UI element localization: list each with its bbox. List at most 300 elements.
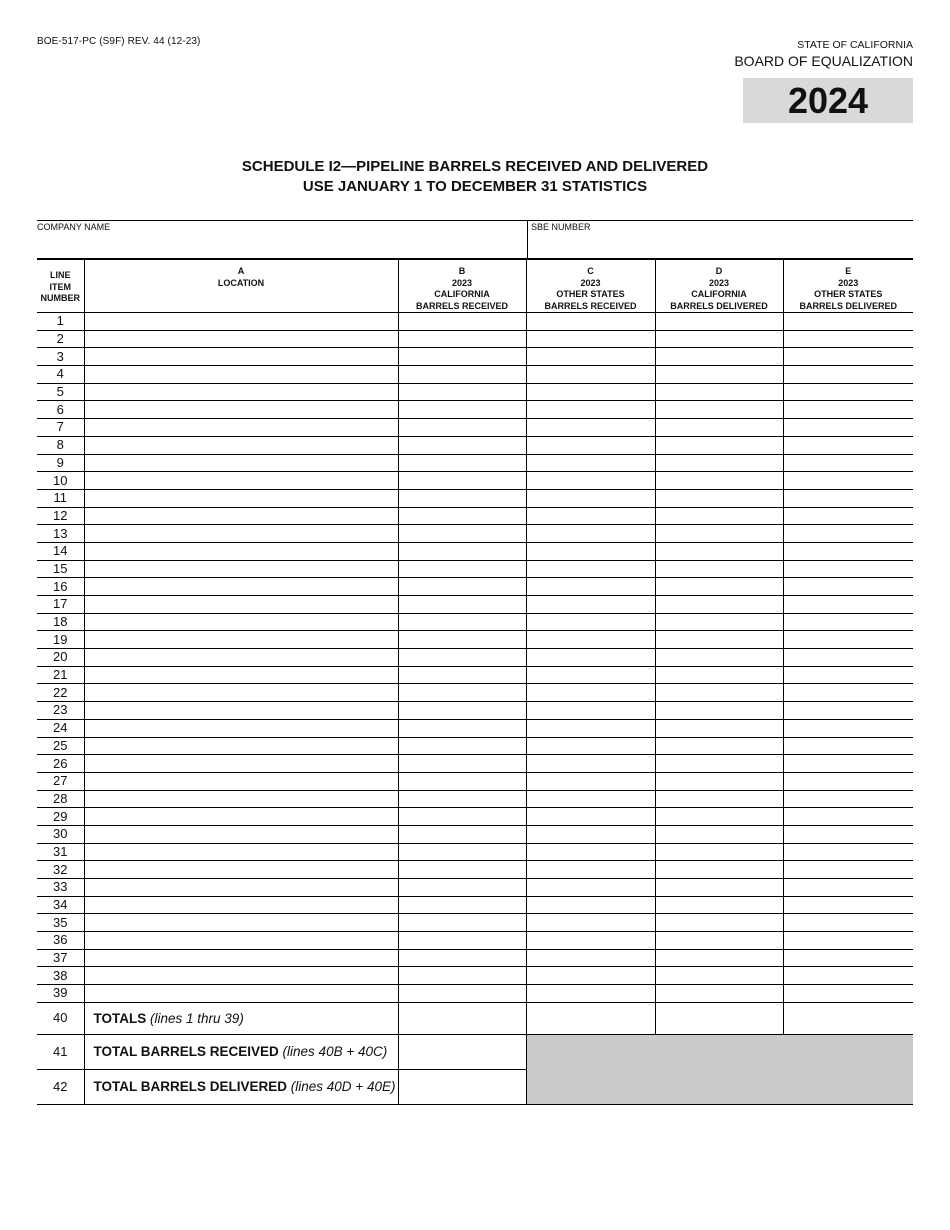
cell-input-a[interactable] — [84, 507, 398, 525]
cell-input-c[interactable] — [526, 578, 655, 596]
schedule-title: SCHEDULE I2—PIPELINE BARRELS RECEIVED AND DELIVERED — [241, 158, 709, 175]
cell-input-b[interactable] — [398, 755, 526, 773]
cell-input-c[interactable] — [526, 649, 655, 667]
cell-input-c[interactable] — [526, 896, 655, 914]
cell-input-d[interactable] — [655, 649, 783, 667]
cell-input-d[interactable] — [655, 843, 783, 861]
cell-input-b[interactable] — [398, 719, 526, 737]
cell-input-c[interactable] — [526, 401, 655, 419]
cell-input-e[interactable] — [783, 914, 913, 932]
cell-input-b[interactable] — [398, 489, 526, 507]
table-row — [37, 949, 913, 967]
cell-input-e[interactable] — [783, 684, 913, 702]
cell-input-e[interactable] — [783, 596, 913, 614]
cell-input-b[interactable] — [398, 401, 526, 419]
table-row — [37, 985, 913, 1003]
cell-input-b[interactable] — [398, 772, 526, 790]
cell-input-d[interactable] — [655, 825, 783, 843]
agency-block — [734, 38, 913, 70]
cell-input-c[interactable] — [526, 825, 655, 843]
cell-input-e[interactable] — [783, 772, 913, 790]
cell-input-a[interactable] — [84, 932, 398, 950]
cell-input-c[interactable] — [526, 596, 655, 614]
cell-input-d[interactable] — [655, 985, 783, 1003]
cell-input-c[interactable] — [526, 719, 655, 737]
table-row — [37, 879, 913, 897]
table-row — [37, 613, 913, 631]
cell-input-e[interactable] — [783, 525, 913, 543]
cell-input-e[interactable] — [783, 613, 913, 631]
cell-input-c[interactable] — [526, 472, 655, 490]
table-row — [37, 596, 913, 614]
cell-input-b[interactable] — [398, 472, 526, 490]
cell-input-b[interactable] — [398, 896, 526, 914]
line-number: 31 — [37, 843, 84, 861]
cell-input-a[interactable] — [84, 825, 398, 843]
cell-input-c[interactable] — [526, 702, 655, 720]
table-row — [37, 861, 913, 879]
table-row — [37, 419, 913, 437]
cell-input-b[interactable] — [398, 419, 526, 437]
cell-input-a[interactable] — [84, 489, 398, 507]
shaded-area — [526, 1034, 913, 1104]
cell-input-b[interactable] — [398, 366, 526, 384]
cell-input-c[interactable] — [526, 560, 655, 578]
table-row — [37, 489, 913, 507]
cell-input-b[interactable] — [398, 914, 526, 932]
cell-input-b[interactable] — [398, 525, 526, 543]
cell-input-a[interactable] — [84, 366, 398, 384]
line-number: 26 — [37, 755, 84, 773]
table-row — [37, 737, 913, 755]
cell-input-e[interactable] — [783, 843, 913, 861]
cell-input-a[interactable] — [84, 383, 398, 401]
sbe-number-label: SBE NUMBER — [531, 222, 591, 232]
cell-input-b[interactable] — [398, 631, 526, 649]
cell-input-c[interactable] — [526, 525, 655, 543]
column-header-line: LINE ITEM NUMBER — [37, 259, 84, 313]
totals-label: TOTALS (lines 1 thru 39) — [84, 1002, 398, 1034]
table-row — [37, 702, 913, 720]
cell-input-c[interactable] — [526, 843, 655, 861]
total-40d-input[interactable] — [655, 1002, 783, 1034]
table-row — [37, 808, 913, 826]
cell-input-a[interactable] — [84, 596, 398, 614]
cell-input-e[interactable] — [783, 755, 913, 773]
cell-input-d[interactable] — [655, 401, 783, 419]
line-number: 4 — [37, 366, 84, 384]
line-number: 39 — [37, 985, 84, 1003]
cell-input-d[interactable] — [655, 737, 783, 755]
cell-input-d[interactable] — [655, 932, 783, 950]
total-received-row — [37, 1034, 913, 1069]
cell-input-e[interactable] — [783, 825, 913, 843]
line-number: 38 — [37, 967, 84, 985]
cell-input-c[interactable] — [526, 967, 655, 985]
cell-input-e[interactable] — [783, 578, 913, 596]
cell-input-e[interactable] — [783, 666, 913, 684]
cell-input-a[interactable] — [84, 313, 398, 331]
cell-input-a[interactable] — [84, 330, 398, 348]
cell-input-a[interactable] — [84, 702, 398, 720]
cell-input-d[interactable] — [655, 967, 783, 985]
cell-input-e[interactable] — [783, 489, 913, 507]
cell-input-d[interactable] — [655, 330, 783, 348]
line-number: 32 — [37, 861, 84, 879]
cell-input-b[interactable] — [398, 596, 526, 614]
line-number: 37 — [37, 949, 84, 967]
cell-input-a[interactable] — [84, 436, 398, 454]
cell-input-e[interactable] — [783, 401, 913, 419]
table-row — [37, 313, 913, 331]
table-row — [37, 383, 913, 401]
cell-input-b[interactable] — [398, 454, 526, 472]
table-row — [37, 348, 913, 366]
line-number: 29 — [37, 808, 84, 826]
table-row — [37, 932, 913, 950]
cell-input-b[interactable] — [398, 507, 526, 525]
cell-input-e[interactable] — [783, 560, 913, 578]
cell-input-e[interactable] — [783, 985, 913, 1003]
state-name: STATE OF CALIFORNIA — [797, 39, 913, 51]
cell-input-b[interactable] — [398, 967, 526, 985]
cell-input-d[interactable] — [655, 879, 783, 897]
cell-input-e[interactable] — [783, 313, 913, 331]
cell-input-b[interactable] — [398, 666, 526, 684]
cell-input-b[interactable] — [398, 313, 526, 331]
cell-input-b[interactable] — [398, 879, 526, 897]
cell-input-d[interactable] — [655, 613, 783, 631]
company-name-field[interactable] — [37, 221, 527, 260]
line-number: 35 — [37, 914, 84, 932]
table-row — [37, 472, 913, 490]
cell-input-c[interactable] — [526, 436, 655, 454]
line-number: 9 — [37, 454, 84, 472]
line-number: 14 — [37, 542, 84, 560]
table-header-row — [37, 259, 913, 313]
cell-input-e[interactable] — [783, 896, 913, 914]
cell-input-c[interactable] — [526, 666, 655, 684]
cell-input-d[interactable] — [655, 808, 783, 826]
cell-input-a[interactable] — [84, 737, 398, 755]
line-number: 24 — [37, 719, 84, 737]
line-number: 42 — [37, 1069, 84, 1104]
table-row — [37, 507, 913, 525]
cell-input-a[interactable] — [84, 949, 398, 967]
cell-input-e[interactable] — [783, 419, 913, 437]
table-row — [37, 719, 913, 737]
cell-input-e[interactable] — [783, 702, 913, 720]
cell-input-e[interactable] — [783, 631, 913, 649]
cell-input-e[interactable] — [783, 949, 913, 967]
cell-input-b[interactable] — [398, 649, 526, 667]
cell-input-c[interactable] — [526, 631, 655, 649]
cell-input-b[interactable] — [398, 436, 526, 454]
cell-input-e[interactable] — [783, 383, 913, 401]
column-header-a: A LOCATION — [84, 259, 398, 313]
totals-row — [37, 1002, 913, 1034]
line-number: 18 — [37, 613, 84, 631]
cell-input-c[interactable] — [526, 949, 655, 967]
table-row — [37, 578, 913, 596]
table-row — [37, 666, 913, 684]
table-row — [37, 631, 913, 649]
cell-input-d[interactable] — [655, 578, 783, 596]
cell-input-e[interactable] — [783, 330, 913, 348]
cell-input-a[interactable] — [84, 649, 398, 667]
cell-input-d[interactable] — [655, 914, 783, 932]
cell-input-d[interactable] — [655, 560, 783, 578]
cell-input-c[interactable] — [526, 313, 655, 331]
line-number: 40 — [37, 1002, 84, 1034]
line-number: 10 — [37, 472, 84, 490]
cell-input-b[interactable] — [398, 790, 526, 808]
table-row — [37, 366, 913, 384]
schedule-subtitle: USE JANUARY 1 TO DECEMBER 31 STATISTICS — [302, 178, 648, 195]
cell-input-d[interactable] — [655, 596, 783, 614]
table-row — [37, 525, 913, 543]
line-number: 2 — [37, 330, 84, 348]
cell-input-a[interactable] — [84, 861, 398, 879]
line-number: 27 — [37, 772, 84, 790]
total-delivered-label: TOTAL BARRELS DELIVERED (lines 40D + 40E) — [84, 1069, 398, 1104]
total-received-input[interactable] — [398, 1034, 526, 1069]
form-year: 2024 — [743, 78, 913, 123]
total-delivered-input[interactable] — [398, 1069, 526, 1104]
line-number: 17 — [37, 596, 84, 614]
cell-input-d[interactable] — [655, 348, 783, 366]
line-number: 20 — [37, 649, 84, 667]
cell-input-b[interactable] — [398, 684, 526, 702]
cell-input-d[interactable] — [655, 790, 783, 808]
cell-input-b[interactable] — [398, 737, 526, 755]
cell-input-b[interactable] — [398, 932, 526, 950]
line-number: 13 — [37, 525, 84, 543]
cell-input-d[interactable] — [655, 454, 783, 472]
cell-input-a[interactable] — [84, 684, 398, 702]
cell-input-e[interactable] — [783, 454, 913, 472]
cell-input-e[interactable] — [783, 719, 913, 737]
line-number: 8 — [37, 436, 84, 454]
cell-input-a[interactable] — [84, 843, 398, 861]
cell-input-b[interactable] — [398, 383, 526, 401]
cell-input-a[interactable] — [84, 525, 398, 543]
line-number: 7 — [37, 419, 84, 437]
cell-input-c[interactable] — [526, 419, 655, 437]
cell-input-b[interactable] — [398, 330, 526, 348]
cell-input-a[interactable] — [84, 348, 398, 366]
cell-input-a[interactable] — [84, 914, 398, 932]
cell-input-a[interactable] — [84, 401, 398, 419]
cell-input-c[interactable] — [526, 808, 655, 826]
line-number: 6 — [37, 401, 84, 419]
cell-input-d[interactable] — [655, 702, 783, 720]
cell-input-a[interactable] — [84, 772, 398, 790]
table-row — [37, 684, 913, 702]
cell-input-b[interactable] — [398, 613, 526, 631]
cell-input-e[interactable] — [783, 348, 913, 366]
line-number: 15 — [37, 560, 84, 578]
cell-input-b[interactable] — [398, 348, 526, 366]
cell-input-a[interactable] — [84, 755, 398, 773]
cell-input-d[interactable] — [655, 366, 783, 384]
cell-input-b[interactable] — [398, 949, 526, 967]
table-row — [37, 790, 913, 808]
cell-input-c[interactable] — [526, 985, 655, 1003]
column-header-b: B 2023 CALIFORNIA BARRELS RECEIVED — [398, 259, 526, 313]
table-row — [37, 649, 913, 667]
line-number: 19 — [37, 631, 84, 649]
cell-input-d[interactable] — [655, 631, 783, 649]
cell-input-c[interactable] — [526, 879, 655, 897]
line-number: 21 — [37, 666, 84, 684]
table-row — [37, 560, 913, 578]
agency-name: BOARD OF EQUALIZATION — [734, 53, 913, 69]
cell-input-e[interactable] — [783, 808, 913, 826]
cell-input-e[interactable] — [783, 737, 913, 755]
cell-input-b[interactable] — [398, 702, 526, 720]
cell-input-e[interactable] — [783, 932, 913, 950]
table-row — [37, 967, 913, 985]
cell-input-b[interactable] — [398, 808, 526, 826]
cell-input-e[interactable] — [783, 542, 913, 560]
line-number: 12 — [37, 507, 84, 525]
line-number: 23 — [37, 702, 84, 720]
cell-input-a[interactable] — [84, 967, 398, 985]
table-row — [37, 772, 913, 790]
cell-input-d[interactable] — [655, 542, 783, 560]
cell-input-a[interactable] — [84, 542, 398, 560]
cell-input-c[interactable] — [526, 454, 655, 472]
total-40c-input[interactable] — [526, 1002, 655, 1034]
cell-input-b[interactable] — [398, 985, 526, 1003]
cell-input-d[interactable] — [655, 525, 783, 543]
cell-input-d[interactable] — [655, 507, 783, 525]
form-id: BOE-517-PC (S9F) REV. 44 (12-23) — [37, 36, 201, 47]
line-number: 1 — [37, 313, 84, 331]
cell-input-e[interactable] — [783, 649, 913, 667]
cell-input-e[interactable] — [783, 879, 913, 897]
cell-input-e[interactable] — [783, 472, 913, 490]
cell-input-a[interactable] — [84, 631, 398, 649]
cell-input-c[interactable] — [526, 861, 655, 879]
line-number: 3 — [37, 348, 84, 366]
cell-input-d[interactable] — [655, 896, 783, 914]
cell-input-a[interactable] — [84, 419, 398, 437]
cell-input-a[interactable] — [84, 719, 398, 737]
cell-input-d[interactable] — [655, 755, 783, 773]
cell-input-d[interactable] — [655, 313, 783, 331]
cell-input-c[interactable] — [526, 348, 655, 366]
cell-input-a[interactable] — [84, 808, 398, 826]
cell-input-b[interactable] — [398, 560, 526, 578]
cell-input-c[interactable] — [526, 542, 655, 560]
cell-input-e[interactable] — [783, 436, 913, 454]
cell-input-d[interactable] — [655, 666, 783, 684]
cell-input-d[interactable] — [655, 472, 783, 490]
cell-input-d[interactable] — [655, 489, 783, 507]
column-header-c: C 2023 OTHER STATES BARRELS RECEIVED — [526, 259, 655, 313]
cell-input-b[interactable] — [398, 843, 526, 861]
cell-input-d[interactable] — [655, 772, 783, 790]
line-number: 5 — [37, 383, 84, 401]
cell-input-e[interactable] — [783, 861, 913, 879]
column-header-d: D 2023 CALIFORNIA BARRELS DELIVERED — [655, 259, 783, 313]
cell-input-d[interactable] — [655, 436, 783, 454]
cell-input-d[interactable] — [655, 949, 783, 967]
cell-input-c[interactable] — [526, 790, 655, 808]
cell-input-a[interactable] — [84, 454, 398, 472]
table-row — [37, 454, 913, 472]
cell-input-e[interactable] — [783, 507, 913, 525]
cell-input-a[interactable] — [84, 472, 398, 490]
cell-input-a[interactable] — [84, 985, 398, 1003]
cell-input-a[interactable] — [84, 560, 398, 578]
cell-input-e[interactable] — [783, 366, 913, 384]
company-info-row — [37, 220, 913, 260]
cell-input-b[interactable] — [398, 542, 526, 560]
cell-input-c[interactable] — [526, 914, 655, 932]
total-40e-input[interactable] — [783, 1002, 913, 1034]
column-header-e: E 2023 OTHER STATES BARRELS DELIVERED — [783, 259, 913, 313]
cell-input-b[interactable] — [398, 825, 526, 843]
cell-input-c[interactable] — [526, 932, 655, 950]
cell-input-c[interactable] — [526, 772, 655, 790]
cell-input-b[interactable] — [398, 578, 526, 596]
line-number: 11 — [37, 489, 84, 507]
cell-input-a[interactable] — [84, 790, 398, 808]
line-number: 28 — [37, 790, 84, 808]
table-row — [37, 896, 913, 914]
cell-input-d[interactable] — [655, 419, 783, 437]
cell-input-d[interactable] — [655, 861, 783, 879]
cell-input-c[interactable] — [526, 383, 655, 401]
line-number: 22 — [37, 684, 84, 702]
cell-input-c[interactable] — [526, 737, 655, 755]
cell-input-a[interactable] — [84, 578, 398, 596]
cell-input-c[interactable] — [526, 330, 655, 348]
cell-input-d[interactable] — [655, 684, 783, 702]
cell-input-c[interactable] — [526, 507, 655, 525]
table-row — [37, 330, 913, 348]
sbe-number-field[interactable] — [527, 221, 913, 260]
cell-input-d[interactable] — [655, 719, 783, 737]
cell-input-a[interactable] — [84, 879, 398, 897]
cell-input-d[interactable] — [655, 383, 783, 401]
cell-input-c[interactable] — [526, 366, 655, 384]
cell-input-c[interactable] — [526, 684, 655, 702]
table-row — [37, 542, 913, 560]
cell-input-e[interactable] — [783, 967, 913, 985]
cell-input-a[interactable] — [84, 613, 398, 631]
line-number: 25 — [37, 737, 84, 755]
cell-input-a[interactable] — [84, 666, 398, 684]
line-number: 41 — [37, 1034, 84, 1069]
cell-input-c[interactable] — [526, 755, 655, 773]
line-number: 30 — [37, 825, 84, 843]
cell-input-a[interactable] — [84, 896, 398, 914]
cell-input-c[interactable] — [526, 613, 655, 631]
cell-input-c[interactable] — [526, 489, 655, 507]
cell-input-b[interactable] — [398, 861, 526, 879]
table-row — [37, 914, 913, 932]
cell-input-e[interactable] — [783, 790, 913, 808]
company-name-label: COMPANY NAME — [37, 222, 111, 232]
table-row — [37, 843, 913, 861]
line-number: 16 — [37, 578, 84, 596]
total-40b-input[interactable] — [398, 1002, 526, 1034]
line-number: 33 — [37, 879, 84, 897]
